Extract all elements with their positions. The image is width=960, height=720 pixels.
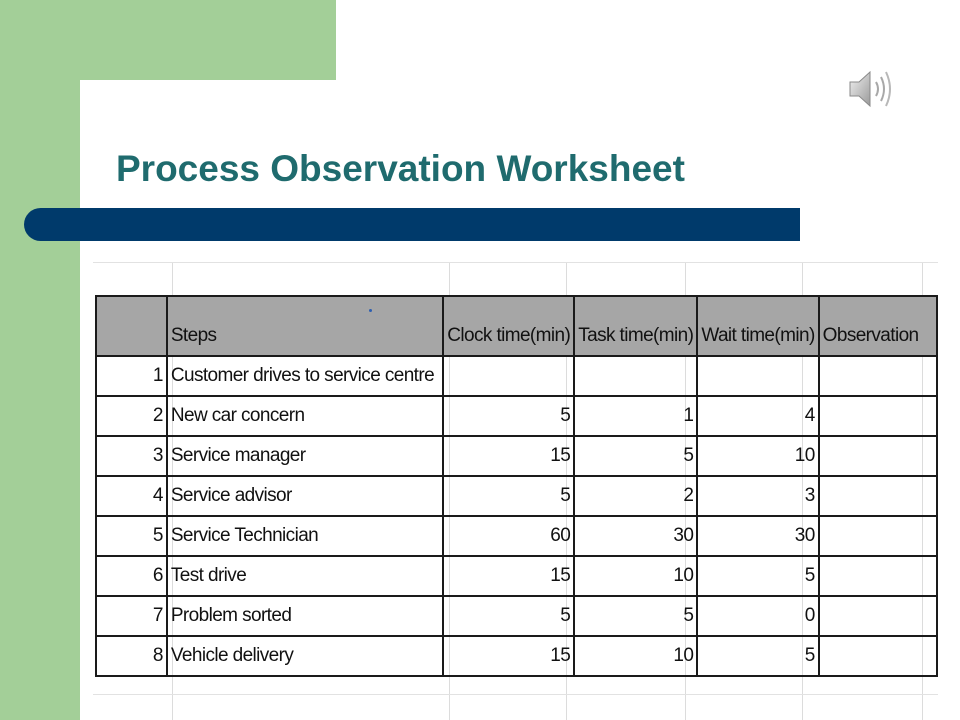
header-cell: Wait time(min) [697, 296, 818, 356]
table-row [96, 356, 937, 396]
header-cell [96, 296, 167, 356]
slide-title: Process Observation Worksheet [116, 148, 685, 189]
clock-time: 5 [443, 396, 574, 436]
header-row [96, 296, 937, 356]
header-cell: Steps [167, 296, 443, 356]
table-row [96, 556, 937, 596]
clock-time: 60 [443, 516, 574, 556]
step-name: Service advisor [167, 476, 443, 516]
title-underline-bar [24, 208, 800, 241]
header-cell: Clock time(min) [443, 296, 574, 356]
process-worksheet-table [95, 295, 938, 677]
step-number: 7 [96, 596, 167, 636]
header-cell: Task time(min) [574, 296, 697, 356]
clock-time: 15 [443, 436, 574, 476]
wait-time: 3 [697, 476, 818, 516]
step-name: Service Technician [167, 516, 443, 556]
wait-time [697, 356, 818, 396]
observation [819, 356, 937, 396]
task-time: 5 [574, 436, 697, 476]
step-name: Problem sorted [167, 596, 443, 636]
wait-time: 5 [697, 636, 818, 676]
table-row [96, 396, 937, 436]
task-time: 10 [574, 556, 697, 596]
observation [819, 516, 937, 556]
speaker-icon[interactable] [846, 66, 898, 112]
step-number: 2 [96, 396, 167, 436]
clock-time: 15 [443, 636, 574, 676]
spreadsheet-image [93, 262, 938, 720]
task-time: 2 [574, 476, 697, 516]
step-number: 4 [96, 476, 167, 516]
task-time: 1 [574, 396, 697, 436]
wait-time: 5 [697, 556, 818, 596]
observation [819, 396, 937, 436]
wait-time: 0 [697, 596, 818, 636]
observation [819, 596, 937, 636]
gridline [93, 694, 938, 695]
clock-time: 5 [443, 476, 574, 516]
stray-dot [369, 309, 372, 312]
wait-time: 10 [697, 436, 818, 476]
observation [819, 436, 937, 476]
step-name: Vehicle delivery [167, 636, 443, 676]
task-time: 30 [574, 516, 697, 556]
header-cell: Observation [819, 296, 937, 356]
observation [819, 476, 937, 516]
step-number: 3 [96, 436, 167, 476]
step-name: Service manager [167, 436, 443, 476]
step-number: 5 [96, 516, 167, 556]
clock-time [443, 356, 574, 396]
task-time [574, 356, 697, 396]
green-side-band [0, 0, 80, 720]
clock-time: 15 [443, 556, 574, 596]
table-row [96, 636, 937, 676]
step-name: Test drive [167, 556, 443, 596]
table-row [96, 476, 937, 516]
step-number: 1 [96, 356, 167, 396]
gridline [93, 262, 938, 263]
step-name: Customer drives to service centre [167, 356, 443, 396]
wait-time: 4 [697, 396, 818, 436]
step-number: 8 [96, 636, 167, 676]
step-name: New car concern [167, 396, 443, 436]
wait-time: 30 [697, 516, 818, 556]
table-row [96, 436, 937, 476]
clock-time: 5 [443, 596, 574, 636]
task-time: 10 [574, 636, 697, 676]
step-number: 6 [96, 556, 167, 596]
table-row [96, 516, 937, 556]
observation [819, 636, 937, 676]
task-time: 5 [574, 596, 697, 636]
table-row [96, 596, 937, 636]
observation [819, 556, 937, 596]
